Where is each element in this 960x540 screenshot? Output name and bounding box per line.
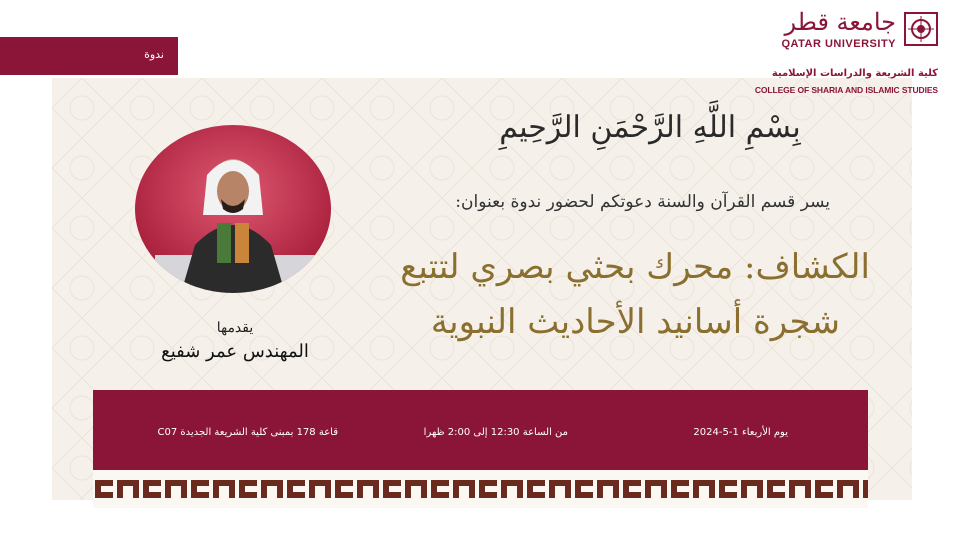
presenter-name: المهندس عمر شفيع	[161, 341, 309, 362]
university-emblem-icon	[904, 12, 938, 46]
event-location: قاعة 178 بمبنى كلية الشريعة الجديدة C07	[157, 427, 338, 438]
event-type-tag	[0, 37, 178, 75]
event-time: من الساعة 12:30 إلى 2:00 ظهرا	[423, 427, 568, 438]
college-name-en: COLLEGE OF SHARIA AND ISLAMIC STUDIES	[754, 85, 938, 95]
decorative-pattern-strip	[93, 470, 868, 508]
event-title-line1: الكشاف: محرك بحثي بصري لتتبع	[400, 247, 870, 287]
event-title-line2: شجرة أسانيد الأحاديث النبوية	[430, 302, 840, 342]
university-name-ar: جامعة قطر	[784, 8, 896, 36]
qatar-university-logo	[738, 8, 938, 102]
event-details-band	[93, 390, 868, 470]
event-date: يوم الأربعاء 1-5-2024	[693, 427, 788, 438]
presenter-photo	[135, 125, 331, 293]
basmala-calligraphy: بِسْمِ اللَّهِ الرَّحْمَنِ الرَّحِيمِ	[499, 110, 801, 145]
event-type-label: ندوة	[144, 48, 164, 61]
college-name-ar: كلية الشريعة والدراسات الإسلامية	[771, 68, 938, 79]
university-name-en: QATAR UNIVERSITY	[781, 38, 896, 50]
presenter-intro: يقدمها	[216, 320, 254, 336]
invitation-text: يسر قسم القرآن والسنة دعوتكم لحضور ندوة بعنوان:	[455, 192, 830, 212]
